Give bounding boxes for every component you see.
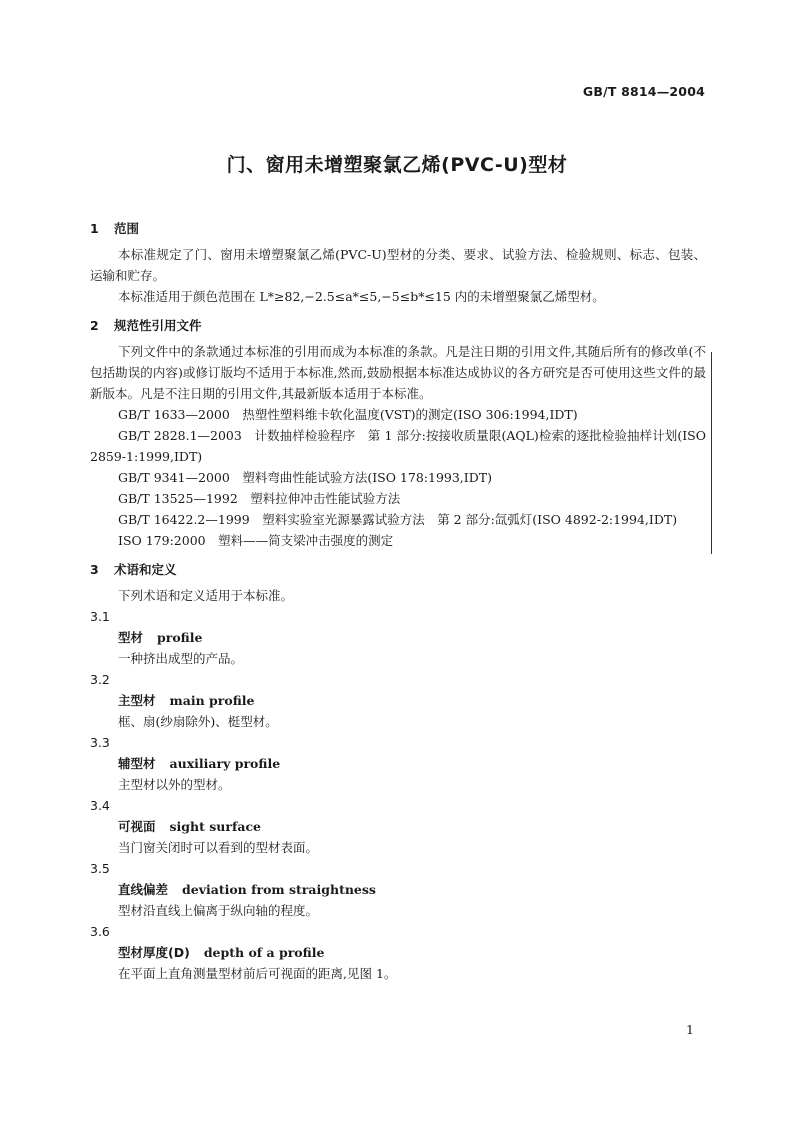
- term-zh: 可视面: [118, 819, 156, 834]
- term-entry: [90, 921, 706, 984]
- term-definition: 一种挤出成型的产品。: [118, 651, 244, 666]
- reference-item: GB/T 1633—2000 热塑性塑料维卡软化温度(VST)的测定(ISO 306:1994,IDT): [118, 407, 578, 422]
- references-intro: 下列文件中的条款通过本标准的引用而成为本标准的条款。凡是注日期的引用文件,其随后所有的修改单(不包括勘误的内容)或修订版均不适用于本标准,然而,鼓励根据本标准达成协议的各方研究是否可使用这些文件的最新版本。凡是不注日期的引用文件,其最新版本适用于本标准。: [90, 344, 706, 401]
- term-name: [90, 627, 706, 648]
- term-number: 3.2: [90, 672, 110, 687]
- term-definition: 型材沿直线上偏离于纵向轴的程度。: [118, 903, 319, 918]
- section-3-heading: [90, 559, 706, 581]
- page-number: 1: [686, 1022, 694, 1037]
- term-entry: [90, 858, 706, 921]
- term-entry: [90, 606, 706, 669]
- term-entry: [90, 795, 706, 858]
- term-name: [90, 753, 706, 774]
- term-zh: 型材厚度(D): [118, 945, 190, 960]
- standard-code: GB/T 8814—2004: [582, 84, 705, 99]
- term-name: [90, 690, 706, 711]
- section-2-heading: [90, 315, 706, 337]
- term-definition: 框、扇(纱扇除外)、梃型材。: [118, 714, 278, 729]
- reference-item: GB/T 13525—1992 塑料拉伸冲击性能试验方法: [118, 491, 401, 506]
- term-number: 3.1: [90, 609, 110, 624]
- term-en: deviation from straightness: [182, 882, 376, 897]
- reference-item: GB/T 16422.2—1999 塑料实验室光源暴露试验方法 第 2 部分:氙弧灯(ISO 4892-2:1994,IDT): [118, 512, 678, 527]
- term-number: 3.3: [90, 735, 110, 750]
- term-en: auxiliary profile: [169, 756, 281, 771]
- reference-item: ISO 179:2000 塑料——简支梁冲击强度的测定: [118, 533, 394, 548]
- term-zh: 型材: [118, 630, 144, 645]
- term-zh: 辅型材: [118, 756, 156, 771]
- term-name: [90, 879, 706, 900]
- section-number: 3: [90, 562, 99, 577]
- term-zh: 主型材: [118, 693, 156, 708]
- term-entry: [90, 732, 706, 795]
- section-number: 2: [90, 318, 99, 333]
- section-number: 1: [90, 221, 99, 236]
- term-zh: 直线偏差: [118, 882, 169, 897]
- term-name: [90, 942, 706, 963]
- term-number: 3.5: [90, 861, 110, 876]
- section-title: 范围: [114, 221, 140, 236]
- section-title: 规范性引用文件: [114, 318, 202, 333]
- section-1-heading: [90, 218, 706, 240]
- term-definition: 在平面上直角测量型材前后可视面的距离,见图 1。: [118, 966, 397, 981]
- change-bar: [711, 352, 712, 554]
- term-name: [90, 816, 706, 837]
- reference-item: GB/T 9341—2000 塑料弯曲性能试验方法(ISO 178:1993,IDT): [118, 470, 492, 485]
- term-en: sight surface: [169, 819, 262, 834]
- term-en: main profile: [169, 693, 255, 708]
- reference-item: GB/T 2828.1—2003 计数抽样检验程序 第 1 部分:按接收质量限(AQL)检索的逐批检验抽样计划(ISO 2859-1:1999,IDT): [90, 428, 706, 464]
- term-en: depth of a profile: [203, 945, 325, 960]
- term-number: 3.6: [90, 924, 110, 939]
- document-body: [90, 210, 706, 984]
- term-en: profile: [157, 630, 203, 645]
- term-entry: [90, 669, 706, 732]
- term-definition: 主型材以外的型材。: [118, 777, 231, 792]
- document-title: 门、窗用未增塑聚氯乙烯(PVC-U)型材: [226, 154, 568, 176]
- terms-intro: 下列术语和定义适用于本标准。: [118, 588, 294, 603]
- scope-paragraph: 本标准规定了门、窗用未增塑聚氯乙烯(PVC-U)型材的分类、要求、试验方法、检验规则、标志、包装、运输和贮存。: [90, 247, 706, 283]
- term-definition: 当门窗关闭时可以看到的型材表面。: [118, 840, 319, 855]
- section-title: 术语和定义: [114, 562, 177, 577]
- term-number: 3.4: [90, 798, 110, 813]
- scope-paragraph: 本标准适用于颜色范围在 L*≥82,−2.5≤a*≤5,−5≤b*≤15 内的未增塑聚氯乙烯型材。: [118, 289, 605, 304]
